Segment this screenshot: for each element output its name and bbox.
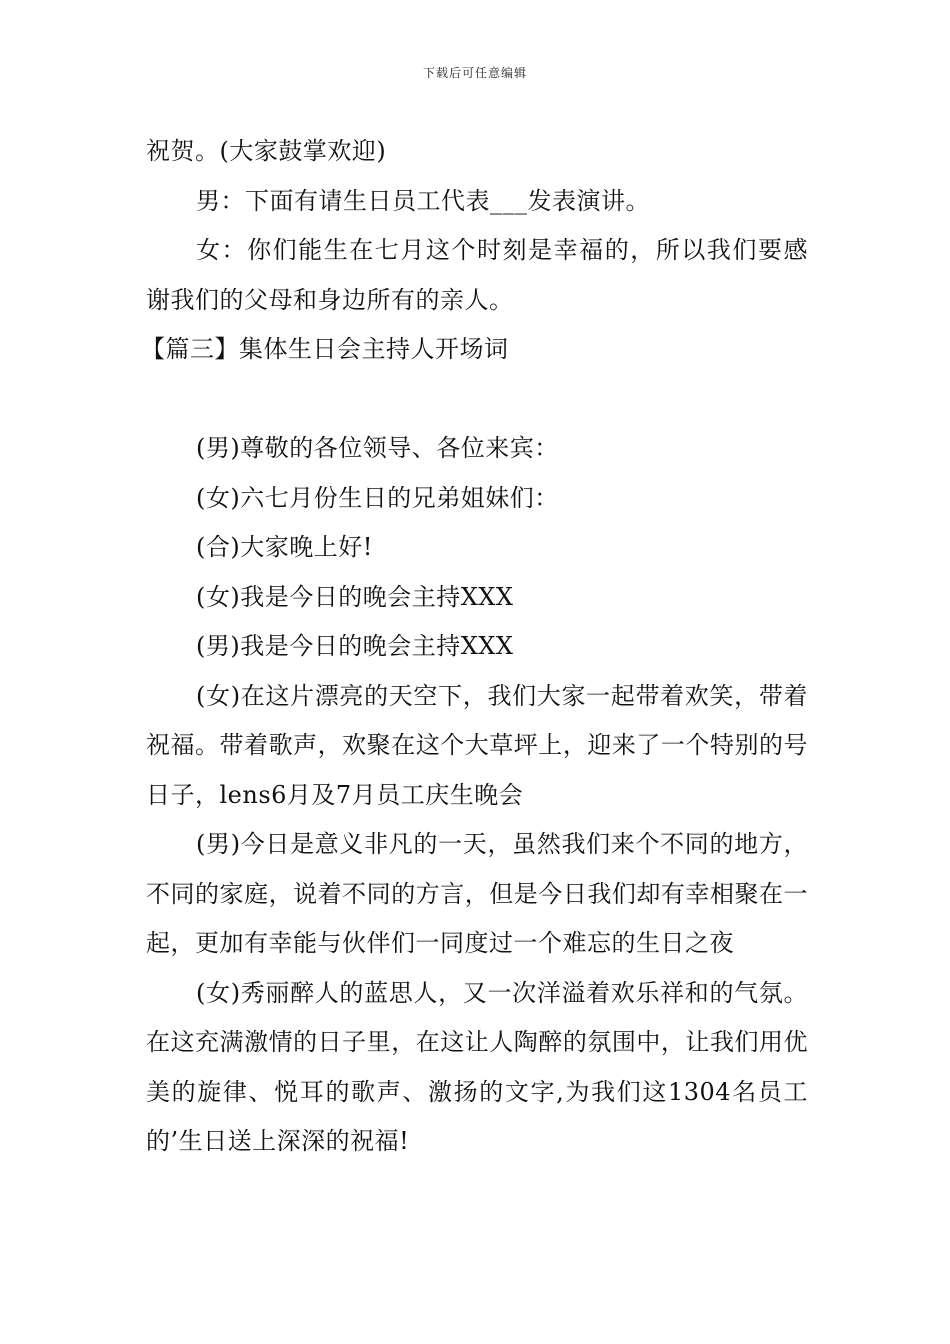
paragraph: (女)在这片漂亮的天空下，我们大家一起带着欢笑，带着祝福。带着歌声，欢聚在这个大草坪上，迎来了一个特别的号日子，lens6月及7月员工庆生晚会: [146, 681, 808, 809]
paragraph: (男)我是今日的晚会主持XXX: [196, 632, 514, 660]
section-heading: 【篇三】集体生日会主持人开场词: [141, 335, 509, 363]
paragraph: (男)今日是意义非凡的一天，虽然我们来个不同的地方，不同的家庭，说着不同的方言，但是今日我们却有幸相聚在一起，更加有幸能与伙伴们一同度过一个难忘的生日之夜: [146, 830, 808, 957]
blank-line: [146, 375, 808, 425]
paragraph-female-line: 女：你们能生在七月这个时刻是幸福的，所以我们要感谢我们的父母和身边所有的亲人。: [146, 236, 808, 314]
paragraph: (合)大家晚上好!: [196, 533, 373, 561]
paragraph-continuation: 祝贺。(大家鼓掌欢迎): [146, 137, 387, 165]
paragraph: (男)尊敬的各位领导、各位来宾：: [196, 434, 559, 462]
paragraph-male-line: 男：下面有请生日员工代表___发表演讲。: [196, 186, 650, 215]
paragraph: (女)秀丽醉人的蓝思人，又一次洋溢着欢乐祥和的气氛。在这充满激情的日子里，在这让人陶醉的氛围中，让我们用优美的旋律、悦耳的歌声、激扬的文字,为我们这1304名员工的’生日送上深深的祝福!: [146, 978, 808, 1155]
document-body: [141, 127, 808, 1167]
page-header: 下载后可任意编辑: [422, 66, 527, 80]
paragraph: (女)六七月份生日的兄弟姐妹们：: [196, 483, 559, 512]
paragraph: (女)我是今日的晚会主持XXX: [196, 582, 514, 611]
